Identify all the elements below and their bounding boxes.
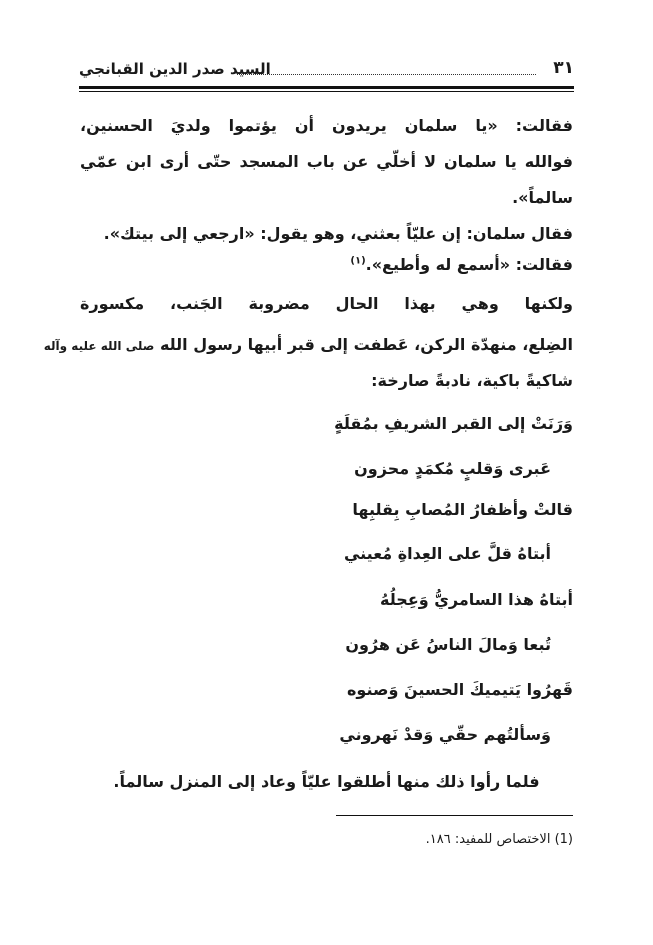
paragraph-line-3: سالماً». [512,188,573,207]
paragraph-line-8: شاكيةً باكية، نادبةً صارخة: [371,371,573,390]
paragraph-line-2: فوالله يا سلمان لا أخلّي عن باب المسجد حتّى أرى ابن عمّي [80,152,573,171]
running-title: السيد صدر الدين القبانجي [79,60,271,78]
page-number: ٣١ [553,58,574,78]
paragraph-line-1: فقالت: «يا سلمان يريدون أن يؤتموا ولديَ الحسنين، [80,116,573,135]
verse-7: قَهرُوا يَتيميكَ الحسينَ وَصنوه [346,680,573,699]
verse-4: أبتاهُ قلَّ على العِداةِ مُعيني [343,544,551,563]
paragraph-line-6: ولكنها وهي بهذا الحال مضروبة الجَنب، مكسورة [80,294,573,313]
quote-text: فقالت: «أسمع له وأطيع». [365,255,573,274]
header-dotted-leader [237,74,536,75]
footnote: (1) الاختصاص للمفيد: ١٨٦. [425,832,573,847]
verse-6: تُبعا وَمالَ الناسُ عَن هرُون [345,635,551,654]
paragraph-line-7 [43,335,573,354]
verse-1: وَرَنَتْ إلى القبر الشريفِ بمُقلَةٍ [334,414,573,433]
page-header [79,52,574,86]
salawat-honorific: صلى الله عليه وآله [43,339,155,353]
verse-5: أبتاهُ هذا السامريُّ وَعِجلُهُ [380,590,573,609]
footnote-separator [336,815,573,816]
verse-8: وَسألتُهم حقّي وَقدْ نَهروني [339,725,551,744]
header-rule-thin [79,91,574,92]
paragraph-line-4: فقال سلمان: إن عليّاً بعثني، وهو يقول: «ارجعي إلى بيتك». [103,224,573,243]
paragraph-line-7-text: الضِلع، منهدّة الركن، عَطفت إلى قبر أبيها رسول الله [159,335,573,354]
verse-3: قالتْ وأظفارُ المُصابِ بِقلبِها [352,500,573,519]
closing-sentence: فلما رأوا ذلك منها أطلقوا عليّاً وعاد إلى المنزل سالماً. [113,772,540,791]
paragraph-line-5 [80,255,573,274]
footnote-reference: (١) [350,255,366,267]
verse-2: عَبرى وَقلبٍ مُكمَدٍ محزون [354,459,551,478]
header-rule [79,86,574,89]
